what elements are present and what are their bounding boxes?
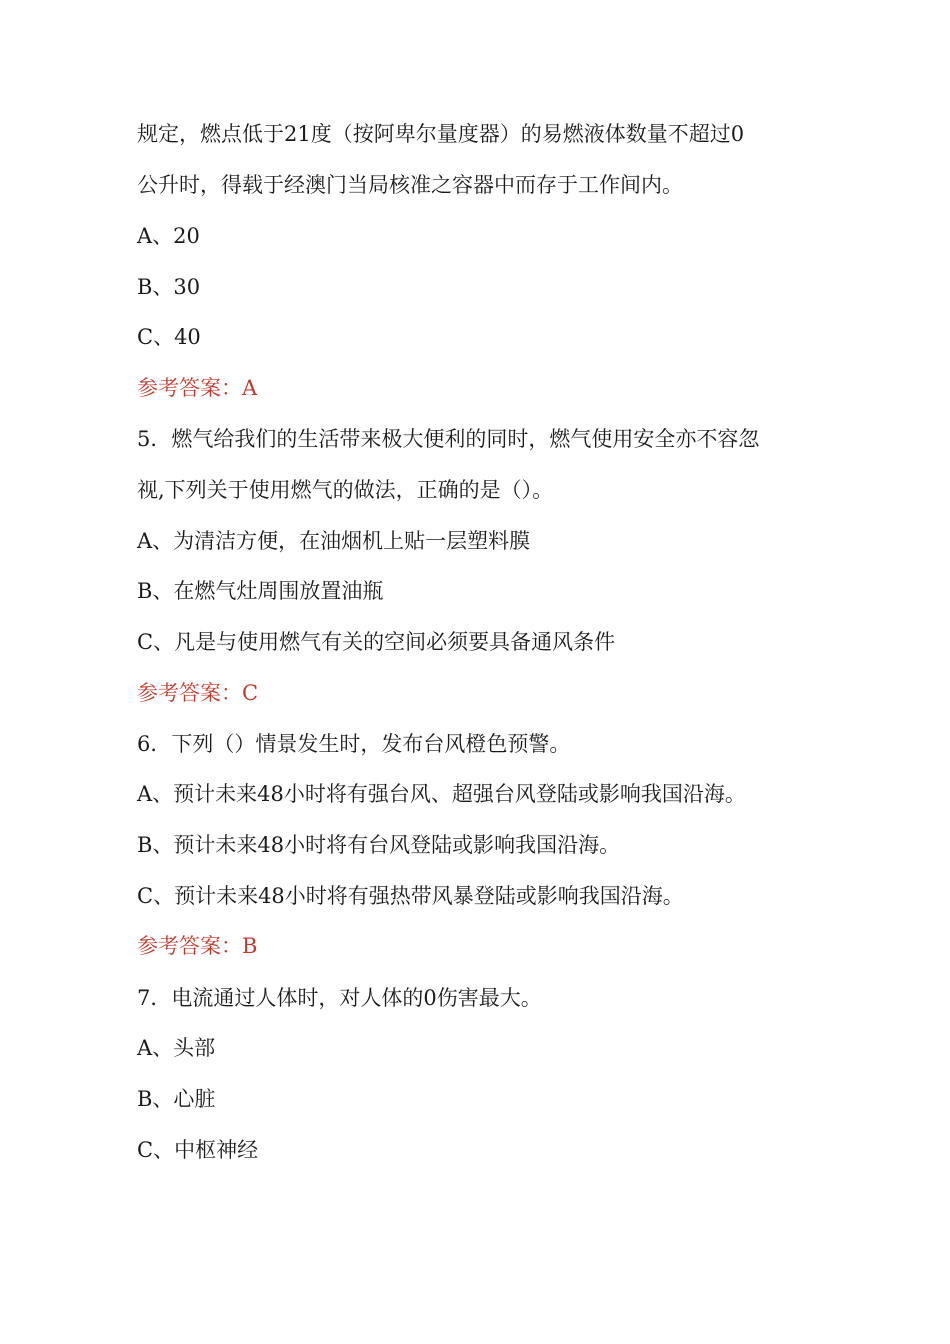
q5-answer-label: 参考答案： — [137, 681, 242, 705]
q4-stem-line2: 公升时，得载于经澳门当局核准之容器中而存于工作间内。 — [137, 173, 683, 197]
q5-option-c: C、凡是与使用燃气有关的空间必须要具备通风条件 — [137, 630, 616, 654]
q4-option-b: B、30 — [137, 275, 201, 299]
q6-option-a: A、预计未来48小时将有强台风、超强台风登陆或影响我国沿海。 — [137, 782, 746, 806]
q5-stem-line1: 5．燃气给我们的生活带来极大便利的同时，燃气使用安全亦不容忽 — [137, 427, 760, 451]
q7-option-c: C、中枢神经 — [137, 1138, 259, 1162]
q4-answer-label: 参考答案： — [137, 376, 242, 400]
q7-option-a: A、头部 — [137, 1036, 216, 1060]
q4-option-c: C、40 — [137, 325, 201, 349]
q6-option-b: B、预计未来48小时将有台风登陆或影响我国沿海。 — [137, 833, 621, 857]
q5-answer — [137, 679, 837, 707]
q6-option-c: C、预计未来48小时将有强热带风暴登陆或影响我国沿海。 — [137, 884, 684, 908]
q6-answer-value: B — [242, 934, 258, 958]
q5-stem-line2: 视,下列关于使用燃气的做法，正确的是（）。 — [137, 478, 554, 502]
q4-stem-line1: 规定，燃点低于21度（按阿卑尔量度器）的易燃液体数量不超过0 — [137, 122, 745, 146]
q5-option-a: A、为清洁方便，在油烟机上贴一层塑料膜 — [137, 529, 531, 553]
q6-answer — [137, 932, 837, 960]
q4-answer-value: A — [242, 376, 258, 400]
q5-option-b: B、在燃气灶周围放置油瓶 — [137, 579, 384, 603]
q6-stem-line1: 6．下列（）情景发生时，发布台风橙色预警。 — [137, 732, 571, 756]
q6-answer-label: 参考答案： — [137, 934, 242, 958]
q5-answer-value: C — [242, 681, 259, 705]
q4-answer — [137, 374, 837, 402]
q7-option-b: B、心脏 — [137, 1087, 216, 1111]
q4-option-a: A、20 — [137, 224, 200, 248]
q7-stem-line1: 7．电流通过人体时，对人体的0伤害最大。 — [137, 986, 542, 1010]
